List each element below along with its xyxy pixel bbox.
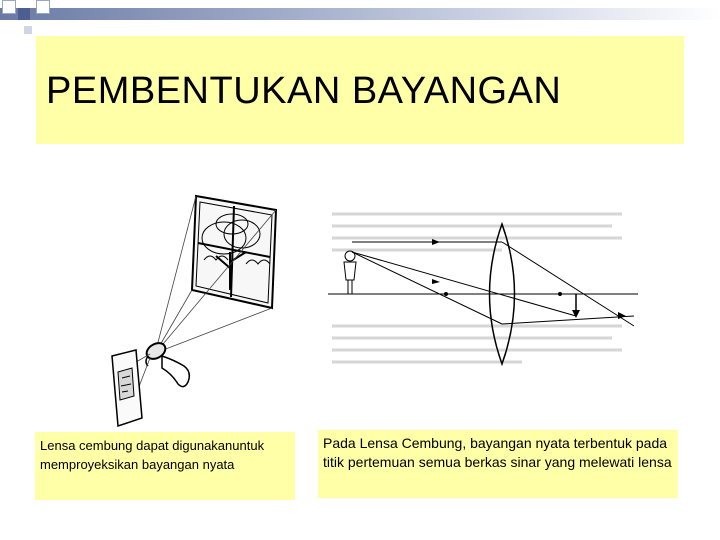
slide-title: PEMBENTUKAN BAYANGAN xyxy=(46,70,562,112)
accent-bar xyxy=(0,8,720,20)
decor-square xyxy=(24,26,32,34)
title-box xyxy=(36,36,684,144)
caption-left: Lensa cembung dapat digunakanuntuk memproyeksikan bayangan nyata xyxy=(35,432,295,500)
decor-square xyxy=(2,0,16,14)
ray-diagram-illustration xyxy=(322,204,642,374)
decor-square xyxy=(18,8,30,20)
lens-projection-illustration xyxy=(100,190,290,430)
caption-right: Pada Lensa Cembung, bayangan nyata terbentuk pada titik pertemuan semua berkas sinar yang melewati lensa xyxy=(318,430,678,498)
decor-square xyxy=(36,0,50,14)
